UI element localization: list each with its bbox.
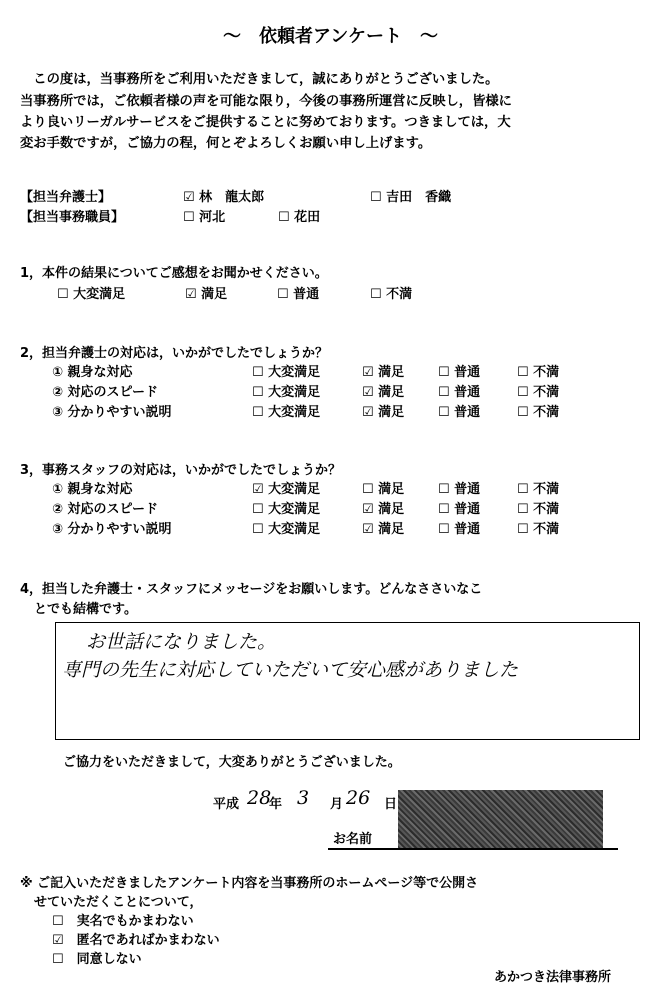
q2-option-very-satisfied[interactable]: ☐ 大変満足 (252, 385, 321, 400)
q3-option-satisfied[interactable]: ☑ 満足 (362, 502, 405, 517)
page-title: ～ 依頼者アンケート ～ (223, 26, 438, 47)
q3-row-label: ③ 分かりやすい説明 (52, 522, 172, 537)
q2-option-normal[interactable]: ☐ 普通 (438, 385, 481, 400)
q1-text: 1，本件の結果についてご感想をお聞かせください。 (20, 266, 328, 281)
notice-option-anonymous[interactable]: ☑ 匿名であればかまわない (52, 933, 220, 948)
q2-option-dissatisfied[interactable]: ☐ 不満 (517, 385, 560, 400)
q3-option-very-satisfied[interactable]: ☐ 大変満足 (252, 502, 321, 517)
lawyer-option-yoshida[interactable]: ☐ 吉田 香織 (370, 190, 452, 205)
q2-option-satisfied[interactable]: ☑ 満足 (362, 365, 405, 380)
q3-option-normal[interactable]: ☐ 普通 (438, 502, 481, 517)
q2-option-dissatisfied[interactable]: ☐ 不満 (517, 365, 560, 380)
q2-option-very-satisfied[interactable]: ☐ 大変満足 (252, 365, 321, 380)
message-line-1: お世話になりました。 (86, 631, 277, 653)
date-day[interactable]: 26 (346, 787, 371, 809)
q3-option-very-satisfied[interactable]: ☑ 大変満足 (252, 482, 321, 497)
message-box[interactable] (55, 622, 640, 740)
q3-option-satisfied[interactable]: ☐ 満足 (362, 482, 405, 497)
date-month-unit: 月 (330, 797, 344, 812)
date-year-unit: 年 (269, 797, 283, 812)
q3-row-label: ① 親身な対応 (52, 482, 133, 497)
q3-option-very-satisfied[interactable]: ☐ 大変満足 (252, 522, 321, 537)
message-line-2: 専門の先生に対応していただいて安心感がありました (62, 659, 519, 681)
notice-text-2: せていただくことについて， (34, 895, 203, 910)
name-underline (328, 848, 618, 850)
q1-option-very-satisfied[interactable]: ☐ 大変満足 (57, 287, 126, 302)
notice-option-real-name[interactable]: ☐ 実名でもかまわない (52, 914, 194, 929)
intro-line-1: この度は，当事務所をご利用いただきまして，誠にありがとうございました。 (20, 72, 499, 87)
q2-option-satisfied[interactable]: ☑ 満足 (362, 385, 405, 400)
date-era: 平成 (213, 797, 240, 812)
q1-option-satisfied[interactable]: ☑ 満足 (185, 287, 228, 302)
q3-option-normal[interactable]: ☐ 普通 (438, 482, 481, 497)
q4-text-1: 4，担当した弁護士・スタッフにメッセージをお願いします。どんなささいなこ (20, 582, 483, 597)
q1-option-normal[interactable]: ☐ 普通 (277, 287, 320, 302)
clerk-label: 【担当事務職員】 (20, 210, 125, 225)
q3-option-dissatisfied[interactable]: ☐ 不満 (517, 502, 560, 517)
clerk-option-hanada[interactable]: ☐ 花田 (278, 210, 321, 225)
q3-option-dissatisfied[interactable]: ☐ 不満 (517, 522, 560, 537)
q2-row-label: ② 対応のスピード (52, 385, 159, 400)
q3-option-normal[interactable]: ☐ 普通 (438, 522, 481, 537)
q4-text-2: とでも結構です。 (34, 602, 137, 617)
q3-option-dissatisfied[interactable]: ☐ 不満 (517, 482, 560, 497)
date-day-unit: 日 (384, 797, 398, 812)
q3-text: 3，事務スタッフの対応は，いかがでしたでしょうか？ (20, 463, 342, 478)
q2-text: 2，担当弁護士の対応は，いかがでしたでしょうか？ (20, 346, 329, 361)
redacted-name (398, 790, 603, 848)
q2-option-normal[interactable]: ☐ 普通 (438, 365, 481, 380)
date-year[interactable]: 28 (247, 787, 272, 809)
q3-row-label: ② 対応のスピード (52, 502, 159, 517)
intro-line-4: 変お手数ですが，ご協力の程，何とぞよろしくお願い申し上げます。 (20, 136, 432, 151)
lawyer-option-hayashi[interactable]: ☑ 林 龍太郎 (183, 190, 265, 205)
q2-option-very-satisfied[interactable]: ☐ 大変満足 (252, 405, 321, 420)
q2-option-dissatisfied[interactable]: ☐ 不満 (517, 405, 560, 420)
q2-option-normal[interactable]: ☐ 普通 (438, 405, 481, 420)
q3-option-satisfied[interactable]: ☑ 満足 (362, 522, 405, 537)
q1-option-dissatisfied[interactable]: ☐ 不満 (370, 287, 413, 302)
notice-text-1: ※ ご記入いただきましたアンケート内容を当事務所のホームページ等で公開さ (20, 876, 479, 891)
date-month[interactable]: 3 (297, 787, 310, 809)
intro-line-2: 当事務所では，ご依頼者様の声を可能な限り，今後の事務所運営に反映し，皆様に (20, 94, 512, 109)
q2-row-label: ① 親身な対応 (52, 365, 133, 380)
thanks-text: ご協力をいただきまして，大変ありがとうございました。 (63, 755, 401, 770)
clerk-option-kawakita[interactable]: ☐ 河北 (183, 210, 226, 225)
name-label: お名前 (333, 832, 373, 847)
lawyer-label: 【担当弁護士】 (20, 190, 112, 205)
intro-line-3: より良いリーガルサービスをご提供することに努めております。つきましては，大 (20, 115, 511, 130)
firm-name: あかつき法律事務所 (494, 970, 612, 985)
q2-row-label: ③ 分かりやすい説明 (52, 405, 172, 420)
notice-option-disagree[interactable]: ☐ 同意しない (52, 952, 142, 967)
q2-option-satisfied[interactable]: ☑ 満足 (362, 405, 405, 420)
